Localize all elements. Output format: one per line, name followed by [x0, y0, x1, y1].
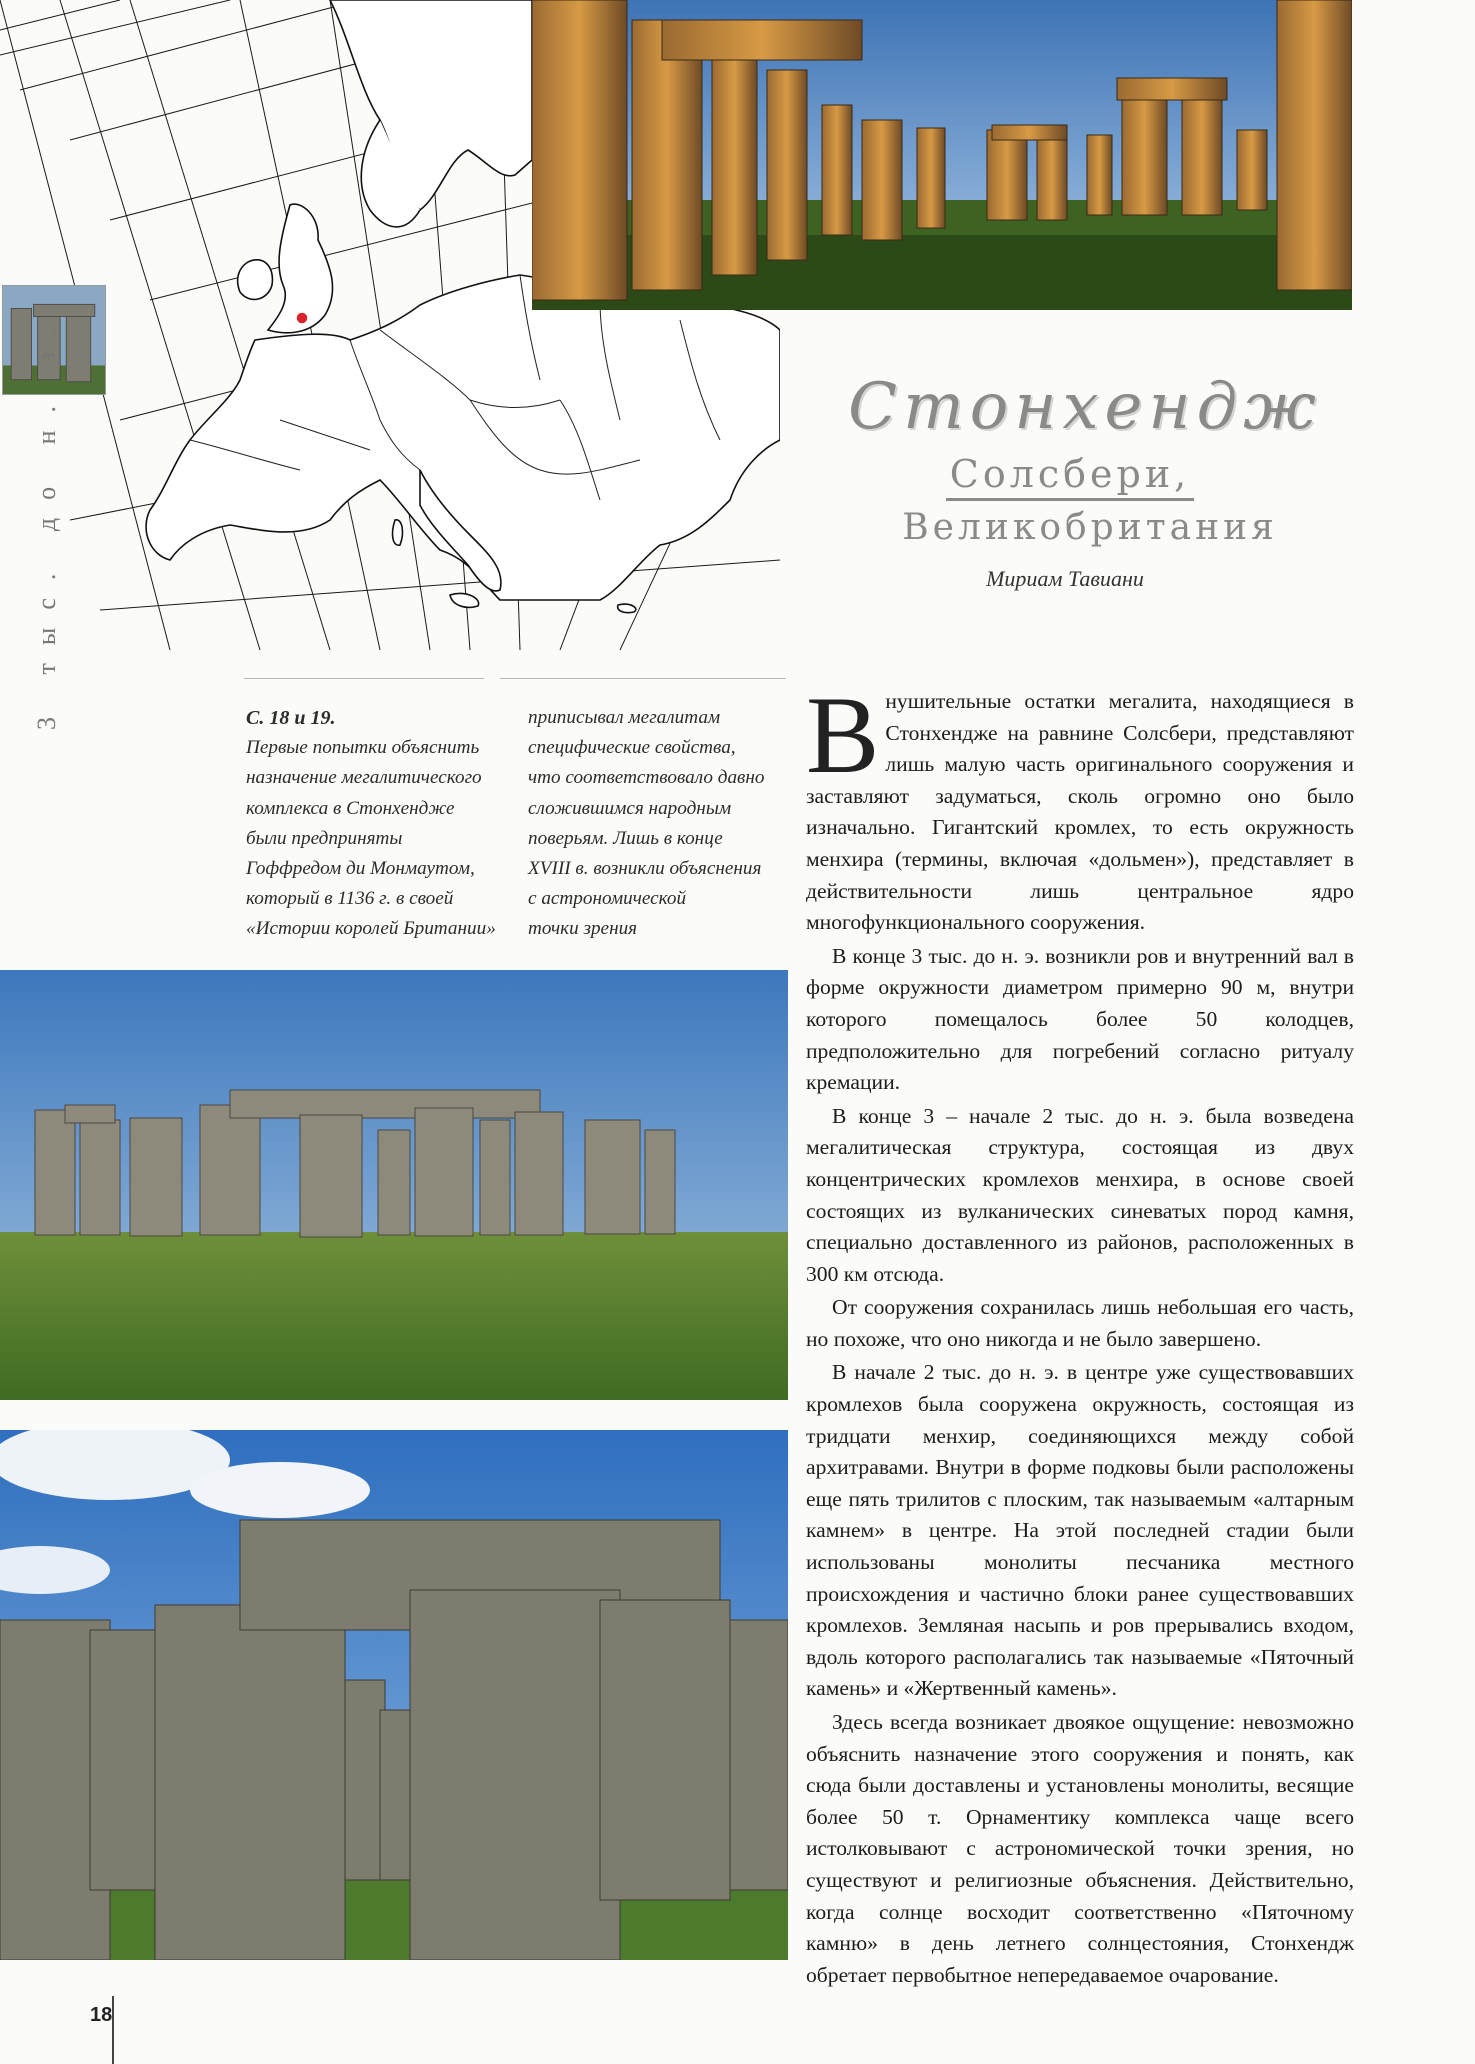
caption-line: Гоффредом ди Монмаутом, — [246, 858, 475, 880]
caption-column-1 — [246, 703, 518, 945]
caption-rule — [244, 678, 484, 679]
body-paragraph: В конце 3 тыс. до н. э. возникли ров и внутренний вал в форме окружности диаметром примерно 90 м, внутри которого помещалось более 50 колодцев, предположительно для погребений согласно ритуалу кремации. — [806, 943, 1354, 1095]
caption-line: что соответствовало давно — [528, 767, 765, 789]
body-paragraph: В начале 2 тыс. до н. э. в центре уже существовавших кромлехов была сооружена окружность, состоящая из тридцати менхир, соединяющихся между собой архитравами. Внутри в форме подковы были расположены еще пять трилитов с плоским, так называемым «алтарным камнем» в центре. На этой последней стадии были использованы монолиты песчаника местного происхождения и частично блоки ранее существовавших кромлехов. Земляная насыпь и ров прерывались входом, вдоль которого располагались так называемые «Пяточный камень» и «Жертвенный камень». — [806, 1360, 1354, 1701]
caption-line: специфические свойства, — [528, 737, 736, 759]
caption-line: который в 1136 г. в своей — [246, 888, 454, 910]
caption-line: XVIII в. возникли объяснения — [528, 858, 762, 880]
caption-line: сложившимся народным — [528, 797, 732, 819]
body-paragraph: В конце 3 – начале 2 тыс. до н. э. была возведена мегалитическая структура, состоящая из двух концентрических кромлехов менхира, в основе своей состоящих из вулканических синеватых пород камня, специально доставленного из районов, расположенных в 300 км отсюда. — [806, 1103, 1354, 1286]
caption-rule — [500, 678, 786, 679]
caption-line: с астрономической — [528, 888, 687, 910]
caption-line: поверьям. Лишь в конце — [528, 827, 723, 849]
caption-heading: С. 18 и 19. — [246, 707, 336, 729]
body-paragraph: От сооружения сохранилась лишь небольшая его часть, но похоже, что оно никогда и не было завершено. — [806, 1295, 1354, 1351]
photo-stonehenge-trilithons — [0, 1430, 788, 1960]
article-title: Стонхендж — [848, 370, 1322, 444]
caption-column-2 — [528, 703, 798, 945]
caption-line: были предприняты — [246, 827, 403, 849]
folio-bar — [112, 1996, 114, 2064]
caption-line: «Истории королей Британии» — [246, 918, 496, 940]
caption-line: Первые попытки объяснить — [246, 737, 480, 759]
drop-cap: В — [806, 674, 880, 796]
caption-line: точки зрения — [528, 918, 638, 940]
location-city-text: Солсбери, — [946, 452, 1194, 501]
photo-stonehenge-field — [0, 970, 788, 1400]
body-paragraph — [806, 674, 1354, 939]
location-country: Великобритания — [902, 507, 1278, 548]
photo-stonehenge-sunset — [532, 0, 1352, 310]
author-name: Мириам Тавиани — [986, 566, 1144, 591]
page-number: 18 — [90, 2004, 113, 2026]
red-dot-icon — [296, 312, 308, 324]
caption-line: комплекса в Стонхендже — [246, 797, 455, 819]
location-city — [820, 452, 1320, 496]
paragraph-text: нушительные остатки мегалита, находящиеся в Стонхендже на равнине Солсбери, представляют лишь малую часть оригинального сооружения и заставляют задуматься, сколь огромно оно было изначально. Гигантский кромлех, то есть окружность менхира (термины, включая «дольмен»), представляет в действительности лишь центральное ядро многофункционального сооружения. — [806, 689, 1354, 935]
article-body — [806, 674, 1354, 1993]
body-paragraph: Здесь всегда возникает двоякое ощущение: невозможно объяснить назначение этого сооружения и понять, как сюда были доставлены и установлены монолиты, весящие более 50 т. Орнаментику комплекса чаще всего истолковывают с астрономической точки зрения, но существуют и религиозные объяснения. Действительно, когда солнце восходит соответственно «Пяточному камню» в день летнего солнцестояния, Стонхендж обретает первобытное непередаваемое очарование. — [806, 1710, 1354, 1987]
era-label: 3 тыс. до н. э. — [32, 309, 61, 730]
caption-line: приписывал мегалитам — [528, 707, 721, 728]
caption-line: назначение мегалитического — [246, 767, 482, 789]
